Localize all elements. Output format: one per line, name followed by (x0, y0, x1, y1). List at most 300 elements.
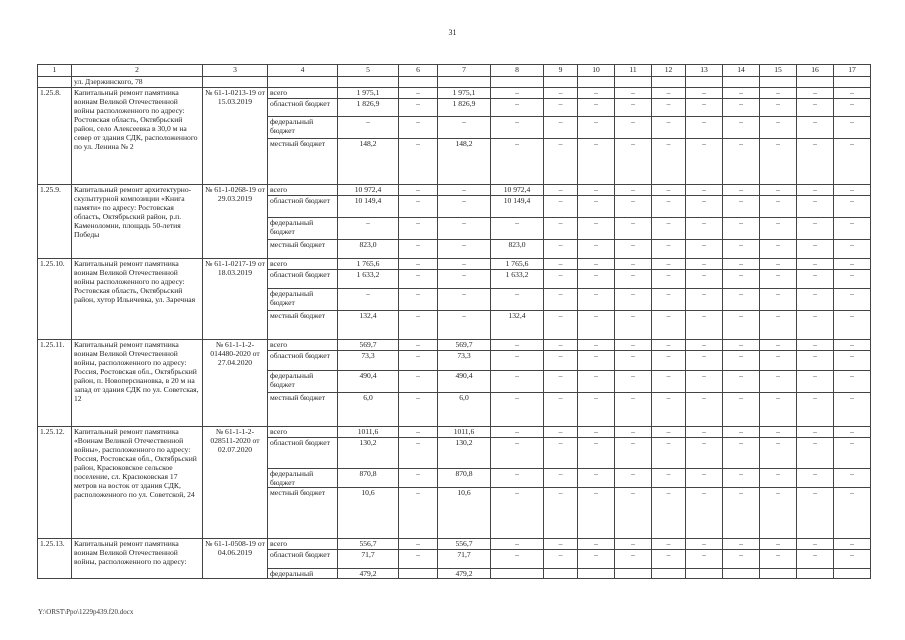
value-cell: – (544, 488, 578, 539)
value-cell: – (760, 139, 797, 185)
value-cell: – (438, 289, 491, 311)
value-cell (723, 569, 760, 579)
funding-source-cell: областной бюджет (268, 550, 338, 569)
value-cell: – (578, 488, 615, 539)
total-value-cell: 1011,6 (338, 427, 399, 438)
value-cell: – (438, 270, 491, 289)
value-cell: – (686, 117, 723, 139)
value-cell: – (760, 469, 797, 488)
value-cell: – (760, 427, 797, 438)
total-value-cell: 10,6 (338, 488, 399, 539)
funding-source-cell: местный бюджет (268, 311, 338, 340)
value-cell: – (578, 88, 615, 99)
value-cell: – (834, 240, 871, 259)
total-value-cell: – (338, 117, 399, 139)
value-cell: – (652, 289, 686, 311)
funding-source-cell: местный бюджет (268, 393, 338, 427)
value-cell: – (615, 340, 652, 351)
value-cell: – (615, 196, 652, 218)
doc-reference-cell: № 61-1-0213-19 от 15.03.2019 (203, 88, 268, 185)
value-cell: – (491, 351, 544, 371)
value-cell: – (834, 427, 871, 438)
value-cell: – (834, 393, 871, 427)
value-cell: – (544, 289, 578, 311)
value-cell: – (399, 289, 438, 311)
column-number: 6 (399, 65, 438, 77)
value-cell: – (723, 289, 760, 311)
funding-source-cell: федеральный бюджет (268, 117, 338, 139)
value-cell (686, 569, 723, 579)
page-number: 31 (448, 28, 457, 37)
value-cell: – (491, 139, 544, 185)
total-value-cell: 132,4 (338, 311, 399, 340)
value-cell: – (834, 99, 871, 117)
value-cell: – (797, 351, 834, 371)
column-number: 1 (38, 65, 72, 77)
value-cell: – (723, 550, 760, 569)
funding-source-cell: всего (268, 259, 338, 270)
value-cell: – (491, 393, 544, 427)
value-cell: – (686, 340, 723, 351)
value-cell: – (834, 311, 871, 340)
item-name-cell: Капитальный ремонт архитектурно-скульптурной композиции «Книга памяти» по адресу: Ростовская область, Октябрьский район, р.п. Каменоломни, площадь 50-летия Победы (72, 185, 203, 259)
value-cell: – (760, 289, 797, 311)
value-cell (652, 569, 686, 579)
column-number: 15 (760, 65, 797, 77)
value-cell: – (399, 259, 438, 270)
value-cell: – (491, 88, 544, 99)
value-cell: – (491, 218, 544, 240)
value-cell: – (652, 99, 686, 117)
item-name-cell: Капитальный ремонт памятника воинам Великой Отечественной войны расположенного по адресу: Ростовская область, Октябрьский район, село Алексеевка в 30,0 м на север от здания СДК, расположенного по ул. Ленина № 2 (72, 88, 203, 185)
value-cell: – (652, 340, 686, 351)
value-cell: – (544, 340, 578, 351)
value-cell: – (544, 550, 578, 569)
value-cell (797, 569, 834, 579)
value-cell: 556,7 (438, 539, 491, 550)
value-cell: – (578, 550, 615, 569)
total-value-cell: 870,8 (338, 469, 399, 488)
column-number: 16 (797, 65, 834, 77)
value-cell: – (797, 488, 834, 539)
value-cell: – (544, 117, 578, 139)
value-cell: – (615, 117, 652, 139)
value-cell: – (834, 550, 871, 569)
value-cell: – (760, 340, 797, 351)
value-cell: – (797, 139, 834, 185)
value-cell (544, 569, 578, 579)
value-cell: – (578, 311, 615, 340)
value-cell: – (399, 351, 438, 371)
value-cell: – (723, 393, 760, 427)
value-cell: – (723, 469, 760, 488)
value-cell: – (652, 117, 686, 139)
value-cell: – (544, 351, 578, 371)
value-cell: – (544, 438, 578, 469)
value-cell: – (578, 259, 615, 270)
value-cell: 10,6 (438, 488, 491, 539)
value-cell: – (797, 393, 834, 427)
total-value-cell: 130,2 (338, 438, 399, 469)
value-cell: – (544, 539, 578, 550)
value-cell: – (723, 99, 760, 117)
item-number-cell (38, 77, 72, 88)
value-cell (760, 569, 797, 579)
value-cell: – (491, 340, 544, 351)
total-value-cell: 1 975,1 (338, 88, 399, 99)
value-cell: 132,4 (491, 311, 544, 340)
value-cell: – (544, 371, 578, 393)
value-cell: – (544, 240, 578, 259)
empty-cell (438, 77, 491, 88)
total-value-cell: 71,7 (338, 550, 399, 569)
value-cell: – (578, 139, 615, 185)
value-cell: – (578, 185, 615, 196)
funding-source-cell: федеральный (268, 569, 338, 579)
value-cell: – (615, 311, 652, 340)
total-value-cell: 6,0 (338, 393, 399, 427)
value-cell: – (723, 351, 760, 371)
value-cell: – (491, 289, 544, 311)
value-cell: – (399, 270, 438, 289)
value-cell: – (615, 185, 652, 196)
empty-cell (652, 77, 686, 88)
value-cell: 148,2 (438, 139, 491, 185)
value-cell: – (544, 259, 578, 270)
value-cell: – (797, 240, 834, 259)
value-cell: – (544, 139, 578, 185)
value-cell: – (834, 88, 871, 99)
value-cell: – (399, 427, 438, 438)
item-number-cell: 1.25.8. (38, 88, 72, 185)
total-value-cell: 1 765,6 (338, 259, 399, 270)
value-cell: – (399, 139, 438, 185)
value-cell: – (438, 259, 491, 270)
value-cell: – (797, 88, 834, 99)
footer-file-path: Y:\ORST\Ppo\1229p439.f20.docx (38, 608, 134, 616)
value-cell: 1 765,6 (491, 259, 544, 270)
value-cell: – (686, 196, 723, 218)
value-cell: – (797, 117, 834, 139)
value-cell: 10 972,4 (491, 185, 544, 196)
item-name-cell: Капитальный ремонт памятника воинам Великой Отечественной войны, расположенного по адресу: Россия, Ростовская обл., Октябрьский район, п. Новоперсиановка, в 20 м на запад от здания СДК по ул. Советская, 12 (72, 340, 203, 427)
table-row (38, 185, 871, 196)
column-number: 9 (544, 65, 578, 77)
value-cell: – (491, 438, 544, 469)
column-number: 4 (268, 65, 338, 77)
total-value-cell: – (338, 289, 399, 311)
value-cell: – (797, 539, 834, 550)
value-cell: – (760, 196, 797, 218)
value-cell: – (760, 185, 797, 196)
value-cell: – (760, 99, 797, 117)
budget-table (37, 64, 871, 579)
value-cell: – (491, 469, 544, 488)
value-cell: – (652, 550, 686, 569)
value-cell: – (399, 196, 438, 218)
value-cell: – (797, 270, 834, 289)
value-cell: – (615, 259, 652, 270)
value-cell: – (615, 99, 652, 117)
value-cell: – (686, 185, 723, 196)
value-cell: – (578, 270, 615, 289)
value-cell: – (399, 218, 438, 240)
empty-cell (338, 77, 399, 88)
value-cell: 73,3 (438, 351, 491, 371)
funding-source-cell: всего (268, 185, 338, 196)
funding-source-cell: местный бюджет (268, 240, 338, 259)
value-cell: 1 975,1 (438, 88, 491, 99)
doc-reference-cell: № 61-1-0508-19 от 04.06.2019 (203, 539, 268, 579)
total-value-cell: 1 633,2 (338, 270, 399, 289)
empty-cell (723, 77, 760, 88)
value-cell: – (834, 185, 871, 196)
value-cell: 1 633,2 (491, 270, 544, 289)
value-cell: – (834, 469, 871, 488)
value-cell: – (615, 427, 652, 438)
value-cell: – (834, 340, 871, 351)
value-cell: – (615, 469, 652, 488)
value-cell: – (578, 218, 615, 240)
value-cell: – (615, 438, 652, 469)
value-cell: – (399, 340, 438, 351)
total-value-cell: 10 972,4 (338, 185, 399, 196)
value-cell: – (578, 196, 615, 218)
value-cell: 6,0 (438, 393, 491, 427)
column-number: 2 (72, 65, 203, 77)
value-cell: – (834, 371, 871, 393)
value-cell: – (723, 270, 760, 289)
value-cell: – (652, 488, 686, 539)
funding-source-cell: всего (268, 340, 338, 351)
value-cell: – (399, 117, 438, 139)
value-cell: – (652, 371, 686, 393)
table-row (38, 259, 871, 270)
empty-cell (203, 77, 268, 88)
value-cell: – (723, 259, 760, 270)
value-cell: – (399, 550, 438, 569)
value-cell: – (544, 88, 578, 99)
value-cell: – (615, 371, 652, 393)
total-value-cell: 148,2 (338, 139, 399, 185)
doc-reference-cell: № 61-1-1-2-014480-2020 от 27.04.2020 (203, 340, 268, 427)
value-cell: – (797, 218, 834, 240)
item-name-cell: ул. Дзержинского, 78 (72, 77, 203, 88)
doc-reference-cell: № 61-1-0268-19 от 29.03.2019 (203, 185, 268, 259)
funding-source-cell: областной бюджет (268, 270, 338, 289)
empty-cell (615, 77, 652, 88)
funding-source-cell: федеральный бюджет (268, 469, 338, 488)
value-cell: – (723, 88, 760, 99)
value-cell: – (760, 393, 797, 427)
value-cell: – (491, 427, 544, 438)
value-cell: – (760, 539, 797, 550)
value-cell: – (686, 539, 723, 550)
value-cell: – (723, 311, 760, 340)
value-cell: – (834, 117, 871, 139)
value-cell: – (686, 289, 723, 311)
value-cell: – (834, 259, 871, 270)
value-cell: – (797, 196, 834, 218)
value-cell: – (834, 289, 871, 311)
value-cell: – (723, 438, 760, 469)
value-cell: – (399, 438, 438, 469)
value-cell: – (760, 88, 797, 99)
value-cell: – (686, 469, 723, 488)
value-cell: – (797, 311, 834, 340)
value-cell: – (652, 427, 686, 438)
funding-source-cell: всего (268, 427, 338, 438)
value-cell: – (723, 139, 760, 185)
column-number: 12 (652, 65, 686, 77)
value-cell: – (399, 371, 438, 393)
value-cell: – (578, 393, 615, 427)
value-cell: – (797, 99, 834, 117)
value-cell: – (615, 539, 652, 550)
value-cell: – (652, 88, 686, 99)
value-cell: – (544, 185, 578, 196)
value-cell: – (399, 240, 438, 259)
empty-cell (797, 77, 834, 88)
value-cell: – (578, 289, 615, 311)
value-cell: – (399, 393, 438, 427)
value-cell: 870,8 (438, 469, 491, 488)
value-cell: – (438, 185, 491, 196)
value-cell: – (686, 427, 723, 438)
value-cell: – (834, 139, 871, 185)
value-cell: – (652, 438, 686, 469)
column-number: 5 (338, 65, 399, 77)
value-cell: – (544, 469, 578, 488)
table-row (38, 539, 871, 550)
value-cell: – (686, 99, 723, 117)
value-cell: – (686, 88, 723, 99)
value-cell (834, 569, 871, 579)
value-cell: – (797, 185, 834, 196)
column-number: 10 (578, 65, 615, 77)
column-number: 17 (834, 65, 871, 77)
empty-cell (491, 77, 544, 88)
empty-cell (399, 77, 438, 88)
value-cell: – (760, 311, 797, 340)
value-cell: – (399, 488, 438, 539)
value-cell: – (652, 185, 686, 196)
funding-source-cell: всего (268, 539, 338, 550)
empty-cell (686, 77, 723, 88)
column-number: 11 (615, 65, 652, 77)
value-cell: – (760, 270, 797, 289)
value-cell: – (438, 218, 491, 240)
value-cell: – (615, 88, 652, 99)
value-cell: – (760, 117, 797, 139)
value-cell: – (578, 539, 615, 550)
total-value-cell: – (338, 218, 399, 240)
table-row (38, 77, 871, 88)
value-cell: – (760, 371, 797, 393)
value-cell: – (615, 351, 652, 371)
value-cell: – (399, 469, 438, 488)
value-cell: – (686, 139, 723, 185)
value-cell: – (399, 311, 438, 340)
value-cell: – (615, 393, 652, 427)
total-value-cell: 823,0 (338, 240, 399, 259)
value-cell: – (652, 539, 686, 550)
funding-source-cell: областной бюджет (268, 438, 338, 469)
value-cell: – (723, 539, 760, 550)
value-cell: 479,2 (438, 569, 491, 579)
value-cell: – (399, 88, 438, 99)
value-cell: – (578, 351, 615, 371)
value-cell: 569,7 (438, 340, 491, 351)
value-cell: – (723, 218, 760, 240)
value-cell: – (797, 469, 834, 488)
value-cell: – (399, 185, 438, 196)
value-cell: – (760, 351, 797, 371)
total-value-cell: 73,3 (338, 351, 399, 371)
doc-reference-cell: № 61-1-1-2-028511-2020 от 02.07.2020 (203, 427, 268, 539)
total-value-cell: 490,4 (338, 371, 399, 393)
value-cell: – (652, 139, 686, 185)
value-cell: – (686, 311, 723, 340)
value-cell: – (578, 240, 615, 259)
value-cell: – (686, 393, 723, 427)
value-cell: 490,4 (438, 371, 491, 393)
value-cell: – (615, 550, 652, 569)
value-cell: – (544, 196, 578, 218)
value-cell: – (438, 240, 491, 259)
value-cell: – (491, 550, 544, 569)
value-cell: – (578, 99, 615, 117)
value-cell: – (652, 196, 686, 218)
value-cell: 71,7 (438, 550, 491, 569)
value-cell: – (615, 240, 652, 259)
item-number-cell: 1.25.10. (38, 259, 72, 340)
value-cell: 10 149,4 (491, 196, 544, 218)
empty-cell (578, 77, 615, 88)
value-cell: – (760, 218, 797, 240)
value-cell: – (686, 488, 723, 539)
value-cell: – (723, 427, 760, 438)
value-cell: – (797, 340, 834, 351)
value-cell: – (399, 99, 438, 117)
value-cell: – (399, 539, 438, 550)
value-cell: – (686, 438, 723, 469)
value-cell: – (652, 351, 686, 371)
item-name-cell: Капитальный ремонт памятника воинам Великой Отечественной войны, расположенного по адресу: (72, 539, 203, 579)
value-cell (399, 569, 438, 579)
value-cell: – (544, 311, 578, 340)
value-cell: – (686, 371, 723, 393)
total-value-cell: 10 149,4 (338, 196, 399, 218)
funding-source-cell: федеральный бюджет (268, 371, 338, 393)
value-cell: – (723, 185, 760, 196)
value-cell: – (544, 393, 578, 427)
value-cell: – (652, 270, 686, 289)
value-cell: – (652, 311, 686, 340)
total-value-cell: 1 826,9 (338, 99, 399, 117)
value-cell: – (834, 438, 871, 469)
value-cell: – (723, 117, 760, 139)
value-cell: – (834, 270, 871, 289)
value-cell: 1 826,9 (438, 99, 491, 117)
funding-source-cell: всего (268, 88, 338, 99)
value-cell: – (797, 550, 834, 569)
value-cell: – (578, 117, 615, 139)
value-cell: – (723, 340, 760, 351)
value-cell: – (652, 259, 686, 270)
value-cell: – (578, 371, 615, 393)
value-cell: – (723, 196, 760, 218)
